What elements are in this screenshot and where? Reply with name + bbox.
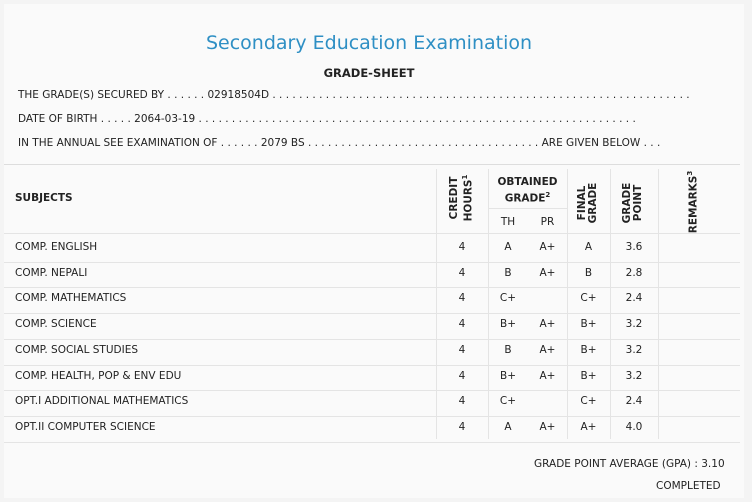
th-grade-cell: A	[504, 241, 512, 253]
header-credit-hours: CREDIT HOURS$^1$	[448, 174, 475, 222]
final-grade-cell: B	[584, 266, 593, 279]
dob-line	[18, 113, 636, 125]
subject-cell: COMP. ENGLISH	[15, 241, 98, 253]
dob-dots: . . . . . . . . . . . . . . . . . . . . . . . . . . . . . . . . . . . . . . . . . . . . . . . . . . . . . . . . . . . . . . . . . .	[198, 113, 636, 125]
exam-suffix: ARE GIVEN BELOW . . .	[541, 137, 661, 149]
row-divider	[4, 287, 740, 288]
final-grade-cell: B+	[580, 318, 597, 331]
exam-line	[18, 137, 660, 149]
th-grade-cell: B+	[499, 318, 516, 331]
grade-point-cell: 2.4	[625, 395, 643, 408]
final-grade-cell: A	[584, 241, 593, 253]
grade-point-cell: 3.2	[625, 369, 643, 382]
th-grade-cell: A	[504, 420, 512, 433]
subject-cell: COMP. SCIENCE	[15, 318, 97, 331]
credit-cell: 4	[458, 292, 466, 305]
pr-grade-cell: A+	[539, 266, 556, 279]
page-title: Secondary Education Examination	[205, 32, 533, 54]
subject-cell: COMP. NEPALI	[15, 266, 88, 279]
grade-point-cell: 3.2	[625, 343, 643, 356]
grade-point-cell: 2.8	[625, 266, 643, 279]
header-grade-point: GRADE POINT	[621, 182, 644, 224]
credit-cell: 4	[458, 395, 466, 408]
final-grade-cell: B+	[580, 369, 597, 382]
header-bottom-divider	[4, 233, 740, 234]
page-subtitle: GRADE-SHEET	[323, 66, 415, 80]
dob-label: DATE OF BIRTH . . . . .	[18, 113, 131, 125]
th-grade-cell: B+	[499, 369, 516, 382]
secured-by-dots: . . . . . . . . . . . . . . . . . . . . . . . . . . . . . . . . . . . . . . . . . . . . . . . . . . . . . . . . . . . . . . .	[272, 89, 690, 101]
row-divider	[4, 416, 740, 417]
final-grade-cell: B+	[580, 343, 597, 356]
gpa-label: GRADE POINT AVERAGE (GPA) :	[534, 458, 698, 470]
secured-by-label: THE GRADE(S) SECURED BY . . . . . .	[18, 89, 205, 101]
grade-point-cell: 4.0	[625, 420, 643, 433]
status-text: COMPLETED	[656, 480, 721, 492]
credit-cell: 4	[458, 369, 466, 382]
pr-grade-cell: A+	[539, 241, 556, 253]
pr-grade-cell: A+	[539, 318, 556, 331]
row-divider	[4, 442, 740, 443]
credit-cell: 4	[458, 420, 466, 433]
credit-cell: 4	[458, 266, 466, 279]
grade-point-cell: 3.6	[625, 241, 643, 253]
pr-grade-cell: A+	[539, 369, 556, 382]
pr-grade-cell: A+	[539, 343, 556, 356]
gpa-line	[534, 458, 725, 470]
header-pr: PR	[540, 216, 555, 228]
header-remarks: REMARKS$^3$	[686, 170, 700, 234]
credit-cell: 4	[458, 241, 466, 253]
row-divider	[4, 313, 740, 314]
final-grade-cell: C+	[580, 292, 597, 305]
header-obtained-grade: OBTAINED GRADE$^2$	[497, 176, 558, 205]
exam-label: IN THE ANNUAL SEE EXAMINATION OF . . . . . .	[18, 137, 258, 149]
subject-cell: OPT.I ADDITIONAL MATHEMATICS	[15, 395, 189, 408]
header-th: TH	[500, 216, 516, 228]
dob-value: 2064-03-19	[134, 113, 196, 125]
credit-cell: 4	[458, 318, 466, 331]
header-final-grade: FINAL GRADE	[576, 182, 599, 224]
header-subjects: SUBJECTS	[15, 192, 73, 204]
subject-cell: COMP. HEALTH, POP & ENV EDU	[15, 369, 182, 382]
divider	[4, 164, 740, 165]
subheader-divider	[488, 208, 567, 209]
th-grade-cell: C+	[499, 292, 517, 305]
exam-year: 2079 BS	[260, 137, 305, 149]
grade-sheet	[4, 4, 744, 498]
subject-cell: COMP. MATHEMATICS	[15, 292, 127, 305]
row-divider	[4, 390, 740, 391]
subject-cell: COMP. SOCIAL STUDIES	[15, 343, 139, 356]
final-grade-cell: C+	[580, 395, 597, 408]
row-divider	[4, 262, 740, 263]
gpa-value: 3.10	[701, 458, 725, 470]
th-grade-cell: C+	[499, 395, 517, 408]
exam-dots: . . . . . . . . . . . . . . . . . . . . . . . . . . . . . . . . . . .	[307, 137, 539, 149]
final-grade-cell: A+	[580, 420, 597, 433]
grade-point-cell: 2.4	[625, 292, 643, 305]
secured-by-line	[18, 89, 690, 101]
row-divider	[4, 339, 740, 340]
col-divider	[658, 169, 659, 439]
subject-cell: OPT.II COMPUTER SCIENCE	[15, 420, 156, 433]
pr-grade-cell: A+	[539, 420, 556, 433]
grade-point-cell: 3.2	[625, 318, 643, 331]
th-grade-cell: B	[504, 343, 512, 356]
th-grade-cell: B	[504, 266, 512, 279]
credit-cell: 4	[458, 343, 466, 356]
row-divider	[4, 365, 740, 366]
symbol-number: 02918504D	[207, 89, 270, 101]
